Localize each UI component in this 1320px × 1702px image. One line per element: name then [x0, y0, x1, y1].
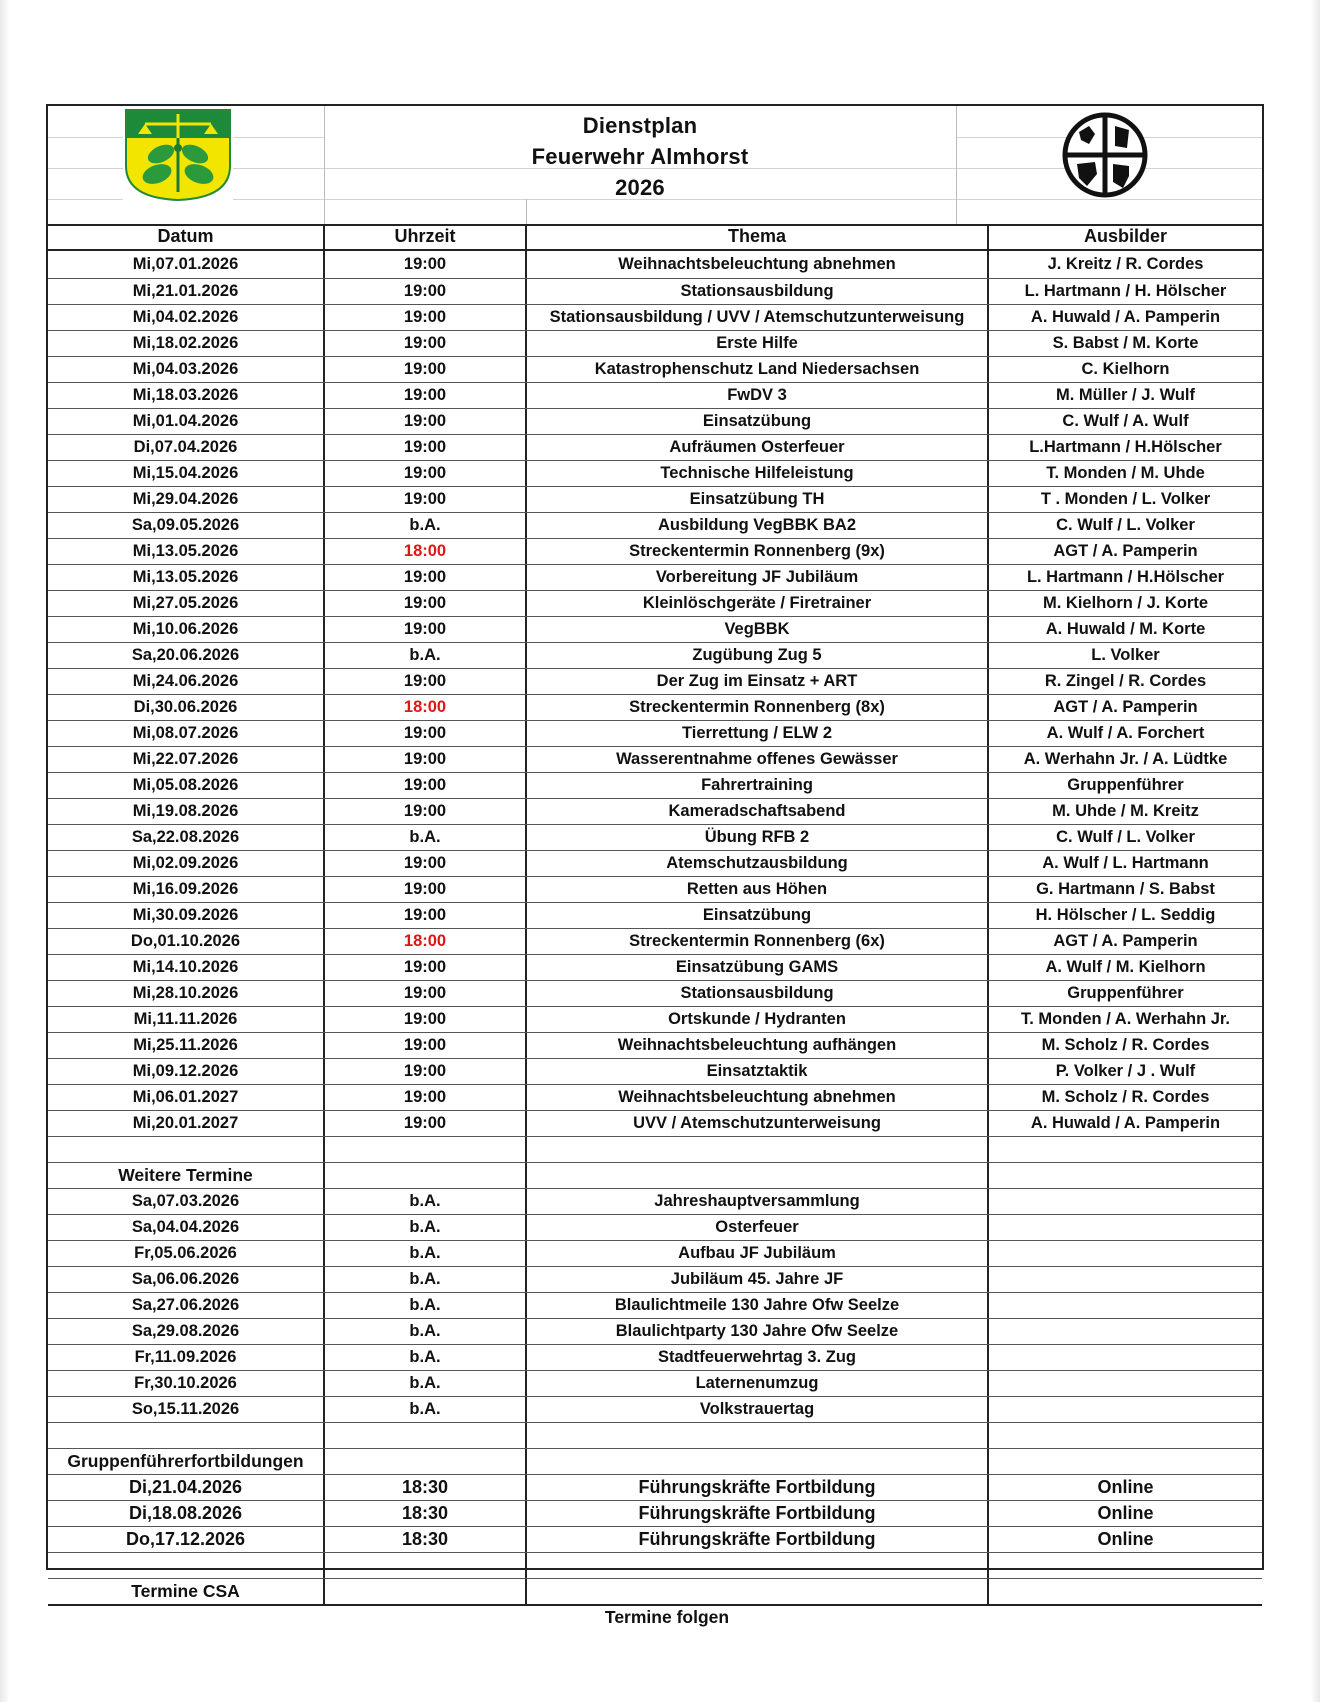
topic-cell: Ausbildung VegBBK BA2: [527, 513, 989, 538]
trainer-cell: Online: [1097, 1477, 1154, 1497]
trainer-cell: AGT / A. Pamperin: [1053, 698, 1198, 716]
trainer-cell: P. Volker / J . Wulf: [1055, 1062, 1196, 1080]
date-cell: So,15.11.2026: [48, 1397, 325, 1422]
topic-cell: Laternenumzug: [527, 1371, 989, 1396]
table-row: [48, 721, 1262, 747]
table-row: [48, 1085, 1262, 1111]
date-cell: Mi,29.04.2026: [48, 487, 325, 512]
table-row: [48, 357, 1262, 383]
date-cell: Di,21.04.2026: [48, 1475, 325, 1500]
empty-cell: [48, 1553, 325, 1578]
time-cell: b.A.: [325, 513, 527, 538]
topic-cell: Aufbau JF Jubiläum: [527, 1241, 989, 1266]
schedule-table: [48, 224, 1262, 1629]
table-row: [48, 695, 1262, 721]
trainer-cell: C. Kielhorn: [1081, 360, 1170, 378]
table-row: [48, 487, 1262, 513]
topic-cell: Einsatzübung: [527, 903, 989, 928]
time-cell: 18:00: [325, 539, 527, 564]
date-cell: Sa,04.04.2026: [48, 1215, 325, 1240]
table-row: [48, 955, 1262, 981]
topic-cell: Streckentermin Ronnenberg (9x): [527, 539, 989, 564]
trainer-cell: A. Huwald / A. Pamperin: [1030, 1114, 1221, 1132]
table-row: [48, 851, 1262, 877]
date-cell: Mi,07.01.2026: [48, 251, 325, 278]
time-cell: 19:00: [325, 1007, 527, 1032]
topic-cell: Übung RFB 2: [527, 825, 989, 850]
empty-cell: [325, 1163, 527, 1188]
trainer-cell: Online: [1097, 1529, 1154, 1549]
time-cell: 19:00: [325, 981, 527, 1006]
table-row: [48, 435, 1262, 461]
topic-cell: Erste Hilfe: [527, 331, 989, 356]
table-row: [48, 1345, 1262, 1371]
topic-cell: Weihnachtsbeleuchtung aufhängen: [527, 1033, 989, 1058]
topic-cell: Stationsausbildung: [527, 279, 989, 304]
time-cell: 19:00: [325, 409, 527, 434]
table-row: [48, 1111, 1262, 1137]
empty-cell: [989, 1293, 1262, 1318]
empty-cell: [989, 1137, 1262, 1162]
time-cell: 19:00: [325, 435, 527, 460]
table-row: [48, 1215, 1262, 1241]
almhorst-coat-of-arms-icon: [123, 108, 233, 202]
trainer-cell: AGT / A. Pamperin: [1053, 932, 1198, 950]
date-cell: Di,30.06.2026: [48, 695, 325, 720]
table-row: [48, 1241, 1262, 1267]
feuerwehr-emblem-icon: [1057, 112, 1153, 198]
date-cell: Di,18.08.2026: [48, 1501, 325, 1526]
table-row: [48, 1007, 1262, 1033]
empty-cell: [989, 1241, 1262, 1266]
date-cell: Mi,30.09.2026: [48, 903, 325, 928]
table-row: [48, 279, 1262, 305]
sheet-header: [48, 106, 1262, 226]
time-cell: 19:00: [325, 1111, 527, 1136]
trainer-cell: L. Hartmann / H.Hölscher: [1026, 568, 1225, 586]
empty-cell: [527, 1579, 989, 1604]
table-row: [48, 409, 1262, 435]
topic-cell: Führungskräfte Fortbildung: [527, 1527, 989, 1552]
time-cell: 18:30: [325, 1501, 527, 1526]
section-row: [48, 1449, 1262, 1475]
table-row: [48, 929, 1262, 955]
date-cell: Mi,24.06.2026: [48, 669, 325, 694]
time-cell: b.A.: [325, 1345, 527, 1370]
date-cell: Mi,05.08.2026: [48, 773, 325, 798]
trainer-cell: A. Werhahn Jr. / A. Lüdtke: [1023, 750, 1228, 768]
date-cell: Mi,27.05.2026: [48, 591, 325, 616]
table-row: [48, 747, 1262, 773]
empty-cell: [989, 1397, 1262, 1422]
time-cell: b.A.: [325, 1397, 527, 1422]
column-header-thema: Thema: [527, 224, 989, 249]
topic-cell: Wasserentnahme offenes Gewässer: [527, 747, 989, 772]
topic-cell: Kleinlöschgeräte / Firetrainer: [527, 591, 989, 616]
section-row: [48, 1579, 1262, 1606]
date-cell: Sa,06.06.2026: [48, 1267, 325, 1292]
topic-cell: Streckentermin Ronnenberg (8x): [527, 695, 989, 720]
trainer-cell: AGT / A. Pamperin: [1053, 542, 1198, 560]
empty-cell: [527, 1163, 989, 1188]
time-cell: 19:00: [325, 799, 527, 824]
trainer-cell: T. Monden / A. Werhahn Jr.: [1020, 1010, 1231, 1028]
table-row: [48, 565, 1262, 591]
empty-cell: [325, 1137, 527, 1162]
date-cell: Mi,04.02.2026: [48, 305, 325, 330]
trainer-cell: Online: [1097, 1503, 1154, 1523]
date-cell: Mi,16.09.2026: [48, 877, 325, 902]
date-cell: Mi,18.03.2026: [48, 383, 325, 408]
date-cell: Sa,09.05.2026: [48, 513, 325, 538]
document-title: [324, 106, 956, 203]
empty-cell: [325, 1579, 527, 1604]
table-row: [48, 825, 1262, 851]
column-header-datum: Datum: [48, 224, 325, 249]
time-cell: b.A.: [325, 1241, 527, 1266]
date-cell: Sa,27.06.2026: [48, 1293, 325, 1318]
table-row: [48, 383, 1262, 409]
time-cell: 19:00: [325, 721, 527, 746]
empty-cell: [325, 1423, 527, 1448]
time-cell: 19:00: [325, 305, 527, 330]
topic-cell: UVV / Atemschutzunterweisung: [527, 1111, 989, 1136]
time-cell: 19:00: [325, 773, 527, 798]
date-cell: Mi,09.12.2026: [48, 1059, 325, 1084]
section-row: [48, 1163, 1262, 1189]
title-line-3: 2026: [615, 175, 665, 200]
date-cell: Sa,22.08.2026: [48, 825, 325, 850]
empty-cell: [989, 1345, 1262, 1370]
title-line-2: Feuerwehr Almhorst: [531, 144, 749, 169]
topic-cell: Ortskunde / Hydranten: [527, 1007, 989, 1032]
table-row: [48, 461, 1262, 487]
time-cell: 19:00: [325, 565, 527, 590]
topic-cell: Stadtfeuerwehrtag 3. Zug: [527, 1345, 989, 1370]
time-cell: 19:00: [325, 1033, 527, 1058]
time-cell: 19:00: [325, 955, 527, 980]
date-cell: Mi,19.08.2026: [48, 799, 325, 824]
time-cell: 18:30: [325, 1527, 527, 1552]
trainer-cell: T. Monden / M. Uhde: [1046, 464, 1205, 482]
date-cell: Do,01.10.2026: [48, 929, 325, 954]
table-row: [48, 1475, 1262, 1501]
section-title-gruppenfuehrer: Gruppenführerfortbildungen: [48, 1449, 325, 1474]
topic-cell: Führungskräfte Fortbildung: [527, 1501, 989, 1526]
table-row: [48, 799, 1262, 825]
trainer-cell: M. Scholz / R. Cordes: [1041, 1036, 1210, 1054]
topic-cell: FwDV 3: [527, 383, 989, 408]
trainer-cell: L. Hartmann / H. Hölscher: [1024, 282, 1227, 300]
time-cell: 19:00: [325, 487, 527, 512]
date-cell: Sa,29.08.2026: [48, 1319, 325, 1344]
table-row: [48, 903, 1262, 929]
trainer-cell: G. Hartmann / S. Babst: [1036, 880, 1215, 898]
spacer-row: [48, 1553, 1262, 1579]
empty-cell: [989, 1423, 1262, 1448]
table-row: [48, 1033, 1262, 1059]
table-row: [48, 591, 1262, 617]
date-cell: Mi,25.11.2026: [48, 1033, 325, 1058]
date-cell: Mi,01.04.2026: [48, 409, 325, 434]
table-row: [48, 513, 1262, 539]
trainer-cell: L.Hartmann / H.Hölscher: [1029, 438, 1222, 456]
time-cell: 19:00: [325, 383, 527, 408]
topic-cell: Kameradschaftsabend: [527, 799, 989, 824]
date-cell: Sa,07.03.2026: [48, 1189, 325, 1214]
trainer-cell: Gruppenführer: [1067, 776, 1184, 794]
table-row: [48, 1397, 1262, 1423]
empty-cell: [325, 1449, 527, 1474]
table-row: [48, 643, 1262, 669]
time-cell: 18:00: [325, 929, 527, 954]
empty-cell: [989, 1579, 1262, 1604]
topic-cell: Osterfeuer: [527, 1215, 989, 1240]
topic-cell: Tierrettung / ELW 2: [527, 721, 989, 746]
table-row: [48, 251, 1262, 279]
empty-cell: [527, 1137, 989, 1162]
time-cell: 19:00: [325, 357, 527, 382]
trainer-cell: T . Monden / L. Volker: [1040, 490, 1211, 508]
trainer-cell: C. Wulf / L. Volker: [1056, 516, 1195, 534]
table-row: [48, 1189, 1262, 1215]
table-row: [48, 669, 1262, 695]
trainer-cell: H. Hölscher / L. Seddig: [1035, 906, 1216, 924]
topic-cell: Blaulichtmeile 130 Jahre Ofw Seelze: [527, 1293, 989, 1318]
topic-cell: Stationsausbildung: [527, 981, 989, 1006]
table-row: [48, 1371, 1262, 1397]
table-row: [48, 1267, 1262, 1293]
trainer-cell: A. Huwald / A. Pamperin: [1030, 308, 1221, 326]
empty-cell: [527, 1423, 989, 1448]
empty-cell: [48, 1423, 325, 1448]
table-row: [48, 617, 1262, 643]
topic-cell: Jahreshauptversammlung: [527, 1189, 989, 1214]
table-row: [48, 1293, 1262, 1319]
time-cell: 19:00: [325, 877, 527, 902]
table-row: [48, 305, 1262, 331]
trainer-cell: A. Wulf / L. Hartmann: [1042, 854, 1209, 872]
trainer-cell: M. Müller / J. Wulf: [1055, 386, 1196, 404]
date-cell: Mi,06.01.2027: [48, 1085, 325, 1110]
topic-cell: VegBBK: [527, 617, 989, 642]
schedule-sheet: [46, 104, 1264, 1627]
date-cell: Do,17.12.2026: [48, 1527, 325, 1552]
time-cell: 19:00: [325, 851, 527, 876]
empty-cell: [325, 1553, 527, 1578]
date-cell: Mi,13.05.2026: [48, 539, 325, 564]
table-row: [48, 1059, 1262, 1085]
empty-cell: [989, 1319, 1262, 1344]
spacer-row: [48, 1137, 1262, 1163]
time-cell: b.A.: [325, 1293, 527, 1318]
topic-cell: Der Zug im Einsatz + ART: [527, 669, 989, 694]
date-cell: Mi,11.11.2026: [48, 1007, 325, 1032]
date-cell: Fr,11.09.2026: [48, 1345, 325, 1370]
date-cell: Mi,28.10.2026: [48, 981, 325, 1006]
table-row: [48, 1319, 1262, 1345]
topic-cell: Fahrertraining: [527, 773, 989, 798]
topic-cell: Führungskräfte Fortbildung: [527, 1475, 989, 1500]
date-cell: Mi,02.09.2026: [48, 851, 325, 876]
empty-cell: [989, 1163, 1262, 1188]
topic-cell: Volkstrauertag: [527, 1397, 989, 1422]
time-cell: 19:00: [325, 1085, 527, 1110]
page-edge-right: [1310, 0, 1320, 1702]
topic-cell: Zugübung Zug 5: [527, 643, 989, 668]
date-cell: Mi,10.06.2026: [48, 617, 325, 642]
trainer-cell: A. Huwald / M. Korte: [1045, 620, 1206, 638]
topic-cell: Aufräumen Osterfeuer: [527, 435, 989, 460]
empty-cell: [48, 1137, 325, 1162]
empty-cell: [989, 1267, 1262, 1292]
topic-cell: Einsatzübung TH: [527, 487, 989, 512]
time-cell: b.A.: [325, 1319, 527, 1344]
trainer-cell: S. Babst / M. Korte: [1052, 334, 1199, 352]
time-cell: b.A.: [325, 1267, 527, 1292]
time-cell: 19:00: [325, 617, 527, 642]
section-title-weitere-termine: Weitere Termine: [48, 1163, 325, 1188]
time-cell: b.A.: [325, 825, 527, 850]
time-cell: 19:00: [325, 1059, 527, 1084]
topic-cell: Retten aus Höhen: [527, 877, 989, 902]
time-cell: 19:00: [325, 591, 527, 616]
section-title-csa: Termine CSA: [48, 1579, 325, 1604]
topic-cell: Katastrophenschutz Land Niedersachsen: [527, 357, 989, 382]
topic-cell: Atemschutzausbildung: [527, 851, 989, 876]
date-cell: Mi,14.10.2026: [48, 955, 325, 980]
date-cell: Mi,13.05.2026: [48, 565, 325, 590]
time-cell: b.A.: [325, 1215, 527, 1240]
trainer-cell: J. Kreitz / R. Cordes: [1047, 255, 1204, 273]
time-cell: 19:00: [325, 903, 527, 928]
date-cell: Mi,04.03.2026: [48, 357, 325, 382]
topic-cell: Technische Hilfeleistung: [527, 461, 989, 486]
date-cell: Mi,21.01.2026: [48, 279, 325, 304]
time-cell: 19:00: [325, 461, 527, 486]
title-line-1: Dienstplan: [582, 113, 698, 138]
topic-cell: Weihnachtsbeleuchtung abnehmen: [527, 251, 989, 278]
topic-cell: Stationsausbildung / UVV / Atemschutzunterweisung: [527, 305, 989, 330]
time-cell: 19:00: [325, 279, 527, 304]
time-cell: 19:00: [325, 669, 527, 694]
table-row: [48, 877, 1262, 903]
column-header-ausbilder: Ausbilder: [1083, 226, 1167, 246]
time-cell: b.A.: [325, 643, 527, 668]
column-header-row: [48, 224, 1262, 251]
date-cell: Fr,30.10.2026: [48, 1371, 325, 1396]
date-cell: Mi,22.07.2026: [48, 747, 325, 772]
topic-cell: Jubiläum 45. Jahre JF: [527, 1267, 989, 1292]
empty-cell: [527, 1553, 989, 1578]
empty-cell: [527, 1449, 989, 1474]
topic-cell: Vorbereitung JF Jubiläum: [527, 565, 989, 590]
trainer-cell: M. Uhde / M. Kreitz: [1052, 802, 1199, 820]
trainer-cell: M. Scholz / R. Cordes: [1041, 1088, 1210, 1106]
spacer-row: [48, 1423, 1262, 1449]
date-cell: Di,07.04.2026: [48, 435, 325, 460]
table-row: [48, 331, 1262, 357]
trainer-cell: L. Volker: [1091, 646, 1160, 664]
topic-cell: Einsatzübung GAMS: [527, 955, 989, 980]
table-row: [48, 539, 1262, 565]
date-cell: Sa,20.06.2026: [48, 643, 325, 668]
time-cell: 18:00: [325, 695, 527, 720]
trainer-cell: R. Zingel / R. Cordes: [1044, 672, 1207, 690]
trainer-cell: C. Wulf / L. Volker: [1056, 828, 1195, 846]
csa-footer-row: [48, 1606, 1262, 1629]
date-cell: Mi,15.04.2026: [48, 461, 325, 486]
trainer-cell: A. Wulf / M. Kielhorn: [1045, 958, 1206, 976]
table-row: [48, 773, 1262, 799]
table-row: [48, 981, 1262, 1007]
time-cell: 19:00: [325, 747, 527, 772]
empty-cell: [989, 1553, 1262, 1578]
empty-cell: [989, 1189, 1262, 1214]
date-cell: Fr,05.06.2026: [48, 1241, 325, 1266]
column-header-uhrzeit: Uhrzeit: [325, 224, 527, 249]
time-cell: 18:30: [325, 1475, 527, 1500]
date-cell: Mi,08.07.2026: [48, 721, 325, 746]
empty-cell: [989, 1215, 1262, 1240]
page-edge-left: [0, 0, 10, 1702]
table-row: [48, 1527, 1262, 1553]
trainer-cell: C. Wulf / A. Wulf: [1062, 412, 1189, 430]
topic-cell: Weihnachtsbeleuchtung abnehmen: [527, 1085, 989, 1110]
trainer-cell: Gruppenführer: [1067, 984, 1184, 1002]
topic-cell: Streckentermin Ronnenberg (6x): [527, 929, 989, 954]
csa-note: Termine folgen: [604, 1607, 730, 1627]
topic-cell: Einsatzübung: [527, 409, 989, 434]
date-cell: Mi,18.02.2026: [48, 331, 325, 356]
topic-cell: Blaulichtparty 130 Jahre Ofw Seelze: [527, 1319, 989, 1344]
date-cell: Mi,20.01.2027: [48, 1111, 325, 1136]
time-cell: b.A.: [325, 1189, 527, 1214]
time-cell: 19:00: [325, 331, 527, 356]
time-cell: b.A.: [325, 1371, 527, 1396]
topic-cell: Einsatztaktik: [527, 1059, 989, 1084]
trainer-cell: M. Kielhorn / J. Korte: [1042, 594, 1209, 612]
empty-cell: [989, 1371, 1262, 1396]
trainer-cell: A. Wulf / A. Forchert: [1046, 724, 1205, 742]
empty-cell: [989, 1449, 1262, 1474]
time-cell: 19:00: [325, 251, 527, 278]
table-row: [48, 1501, 1262, 1527]
